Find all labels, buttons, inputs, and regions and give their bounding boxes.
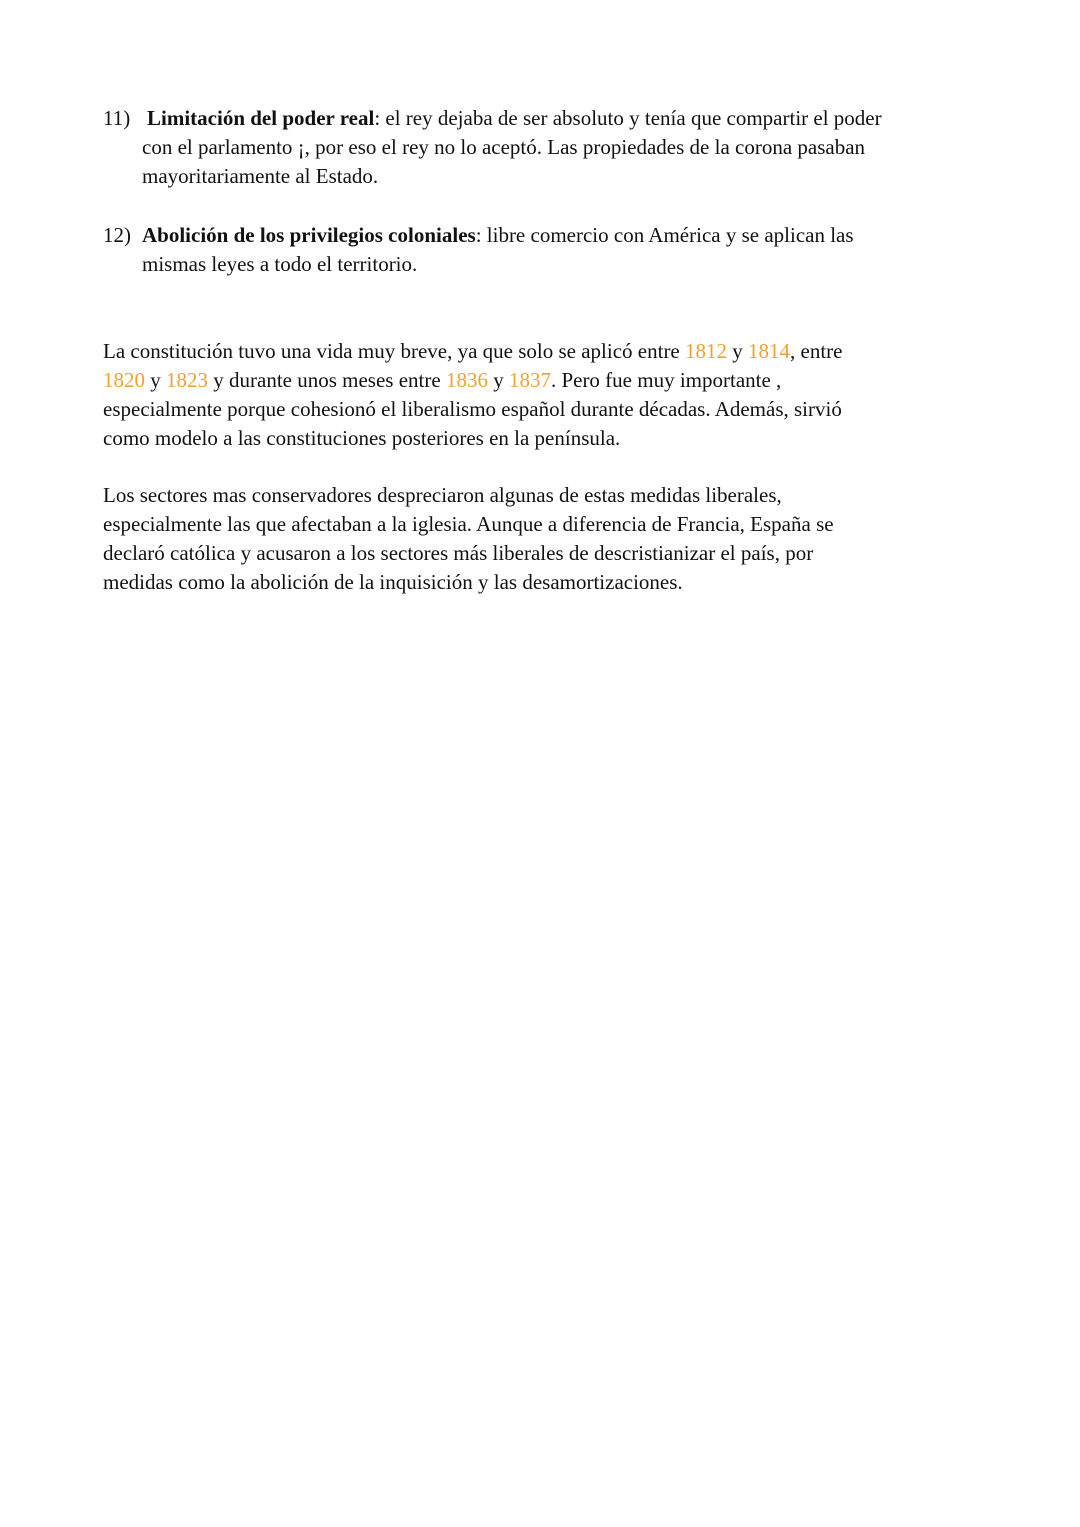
highlighted-year: 1823	[166, 368, 208, 392]
highlighted-year: 1836	[445, 368, 488, 392]
paragraph-text: La constitución tuvo una vida muy breve, ya que solo se aplicó entre	[103, 339, 686, 363]
highlighted-year: 1837	[508, 368, 551, 392]
paragraph-line	[103, 510, 834, 539]
list-item-line	[142, 221, 854, 250]
paragraph-text: medidas como la abolición de la inquisición y las desamortizaciones.	[103, 570, 683, 594]
paragraph-text: y	[145, 368, 166, 392]
list-item-line	[142, 250, 417, 279]
list-item-number: 11)	[103, 106, 131, 130]
paragraph-line	[103, 481, 782, 510]
paragraph-line	[103, 395, 842, 424]
list-item-text: : libre comercio con América y se aplican las	[475, 223, 854, 247]
paragraph-text: y durante unos meses entre	[208, 368, 446, 392]
paragraph-line	[103, 568, 683, 597]
list-item-text: mayoritariamente al Estado.	[142, 164, 379, 188]
paragraph-text: especialmente porque cohesionó el liberalismo español durante décadas. Además, sirvió	[103, 397, 842, 421]
paragraph-text: , entre	[790, 339, 843, 363]
paragraph-text: declaró católica y acusaron a los sectores más liberales de descristianizar el país, por	[103, 541, 814, 565]
paragraph-line	[103, 424, 620, 453]
highlighted-year: 1814	[748, 339, 791, 363]
list-item-title: Abolición de los privilegios coloniales	[142, 223, 476, 247]
paragraph-text: . Pero fue muy importante ,	[550, 368, 782, 392]
highlighted-year: 1812	[685, 339, 728, 363]
paragraph-text: como modelo a las constituciones posteriores en la península.	[103, 426, 621, 450]
highlighted-year: 1820	[103, 368, 145, 392]
paragraph-line	[103, 337, 843, 366]
list-item-text: con el parlamento ¡, por eso el rey no lo aceptó. Las propiedades de la corona pasaban	[142, 135, 866, 159]
list-item-line	[142, 162, 378, 191]
paragraph-text: Los sectores mas conservadores despreciaron algunas de estas medidas liberales,	[103, 483, 782, 507]
list-item-line	[142, 133, 865, 162]
list-item-title: Limitación del poder real	[147, 106, 375, 130]
paragraph-line	[103, 539, 813, 568]
paragraph-text: y	[727, 339, 749, 363]
list-item-line	[147, 104, 882, 133]
list-item-number: 12)	[103, 223, 131, 247]
list-item-text: mismas leyes a todo el territorio.	[142, 252, 418, 276]
paragraph-text: especialmente las que afectaban a la iglesia. Aunque a diferencia de Francia, España se	[103, 512, 834, 536]
paragraph-line	[103, 366, 781, 395]
list-item-text: : el rey dejaba de ser absoluto y tenía que compartir el poder	[374, 106, 882, 130]
paragraph-text: y	[487, 368, 509, 392]
